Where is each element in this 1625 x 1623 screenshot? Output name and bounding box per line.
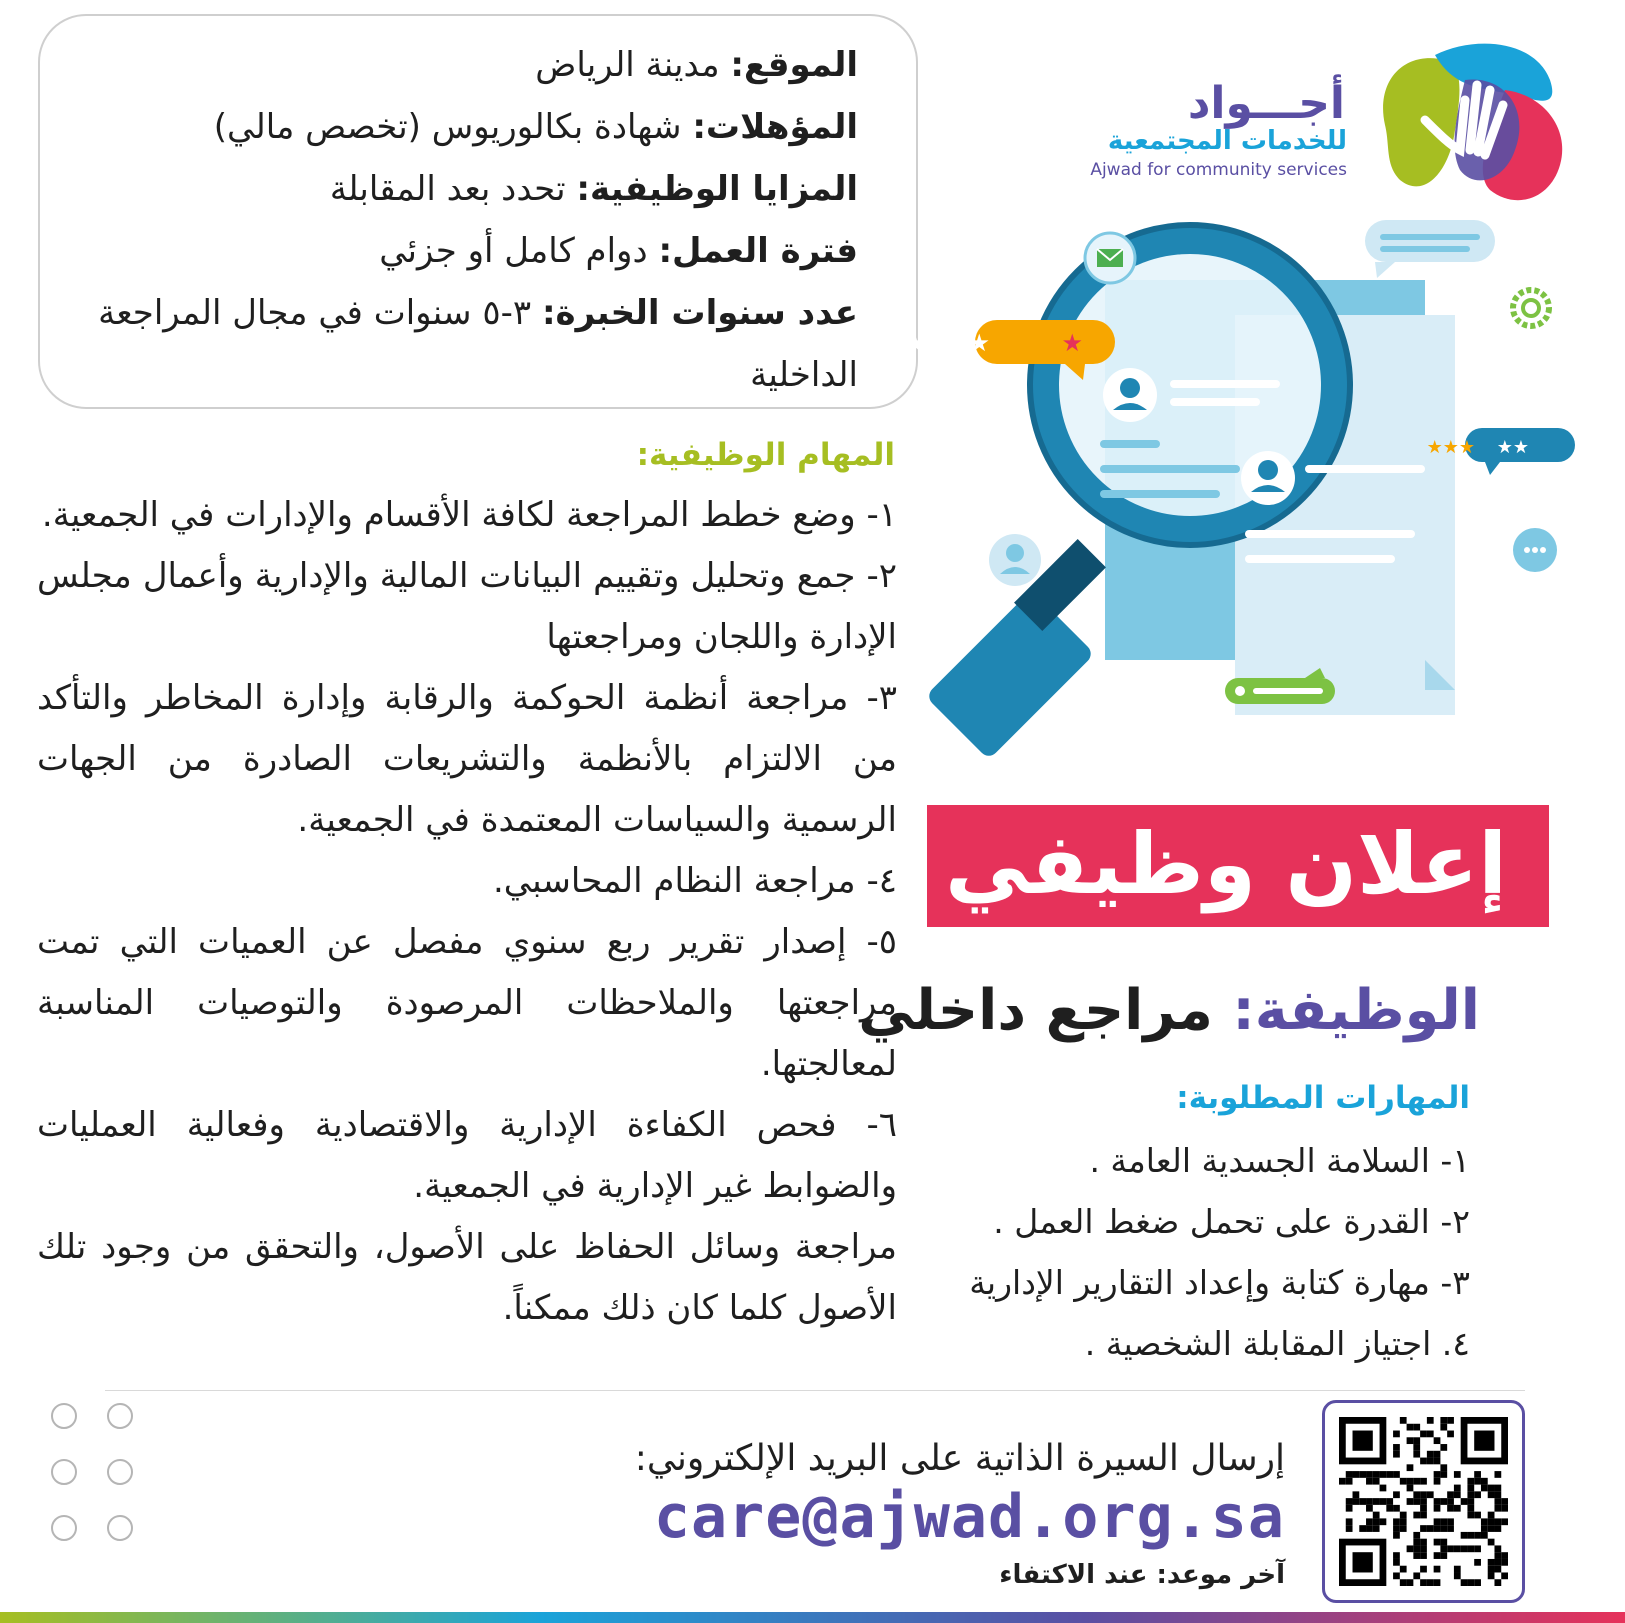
svg-text:★★: ★★ xyxy=(1496,437,1529,458)
job-title: الوظيفة: مراجع داخلي xyxy=(858,978,1480,1043)
skill-item: ٢- القدرة على تحمل ضغط العمل . xyxy=(993,1202,1470,1241)
decorative-dot xyxy=(51,1515,77,1541)
svg-text:★★★: ★★★ xyxy=(1426,437,1475,458)
task-item: مراجعة وسائل الحفاظ على الأصول، والتحقق من وجود تلك الأصول كلما كان ذلك ممكناً. xyxy=(37,1227,897,1328)
ajwad-logo-icon xyxy=(1365,40,1570,205)
task-item: ٣- مراجعة أنظمة الحوكمة والرقابة وإدارة المخاطر والتأكد من الالتزام بالأنظمة والتشريعات الصادرة من الجهات الرسمية والسياسات المعتمدة في الجمعية. xyxy=(37,678,897,840)
task-item: ١- وضع خطط المراجعة لكافة الأقسام والإدارات في الجمعية. xyxy=(41,495,897,535)
skill-item: ٣- مهارة كتابة وإعداد التقارير الإدارية xyxy=(969,1263,1470,1302)
decorative-dot xyxy=(107,1459,133,1485)
qr-code-icon[interactable] xyxy=(1339,1417,1508,1586)
decorative-dot xyxy=(51,1403,77,1429)
magnifier-documents-illustration xyxy=(903,220,1595,770)
contact-email-link[interactable]: care@ajwad.org.sa xyxy=(653,1482,1285,1552)
skills-title: المهارات المطلوبة: xyxy=(1176,1080,1470,1116)
info-benefits: المزايا الوظيفية: تحدد بعد المقابلة xyxy=(329,169,858,209)
decorative-dot xyxy=(107,1515,133,1541)
job-announcement-banner xyxy=(927,805,1549,927)
tasks-list xyxy=(37,485,897,1339)
decorative-dot xyxy=(107,1403,133,1429)
task-item: ٤- مراجعة النظام المحاسبي. xyxy=(492,861,897,901)
banner-title: إعلان وظيفي xyxy=(945,815,1507,913)
divider xyxy=(105,1390,1525,1391)
logo-subtitle-ar: للخدمات المجتمعية xyxy=(1107,126,1347,156)
job-info-box xyxy=(38,14,918,409)
skills-list xyxy=(910,1130,1470,1374)
task-item: ٦- فحص الكفاءة الإدارية والاقتصادية وفعالية العمليات والضوابط غير الإدارية في الجمعية. xyxy=(37,1105,897,1206)
task-item: ٢- جمع وتحليل وتقييم البيانات المالية والإدارية وأعمال مجلس الإدارة واللجان ومراجعتها xyxy=(37,556,897,657)
svg-text:★★★★: ★★★★ xyxy=(903,329,990,357)
tasks-title: المهام الوظيفية: xyxy=(636,437,895,473)
logo-name-ar: أجـــواد xyxy=(1187,78,1345,129)
qr-code-frame xyxy=(1322,1400,1525,1603)
info-work-period: فترة العمل: دوام كامل أو جزئي xyxy=(379,231,858,271)
contact-label: إرسال السيرة الذاتية على البريد الإلكتروني: xyxy=(634,1438,1285,1479)
info-experience: عدد سنوات الخبرة: ٣-٥ سنوات في مجال المراجعة الداخلية xyxy=(98,293,858,395)
skill-item: ٤. اجتياز المقابلة الشخصية . xyxy=(1084,1324,1470,1363)
info-location: الموقع: مدينة الرياض xyxy=(535,45,858,85)
info-qualifications: المؤهلات: شهادة بكالوريوس (تخصص مالي) xyxy=(213,107,858,147)
deadline-text: آخر موعد: عند الاكتفاء xyxy=(999,1560,1285,1590)
decorative-dot xyxy=(51,1459,77,1485)
bottom-gradient-bar xyxy=(0,1612,1625,1623)
logo-name-en: Ajwad for community services xyxy=(1090,160,1347,180)
skill-item: ١- السلامة الجسدية العامة . xyxy=(1089,1141,1470,1180)
task-item: ٥- إصدار تقرير ربع سنوي مفصل عن العميات التي تمت مراجعتها والملاحظات المرصودة والتوصيات المناسبة لمعالجتها. xyxy=(37,922,897,1084)
svg-text:★: ★ xyxy=(1061,329,1083,357)
